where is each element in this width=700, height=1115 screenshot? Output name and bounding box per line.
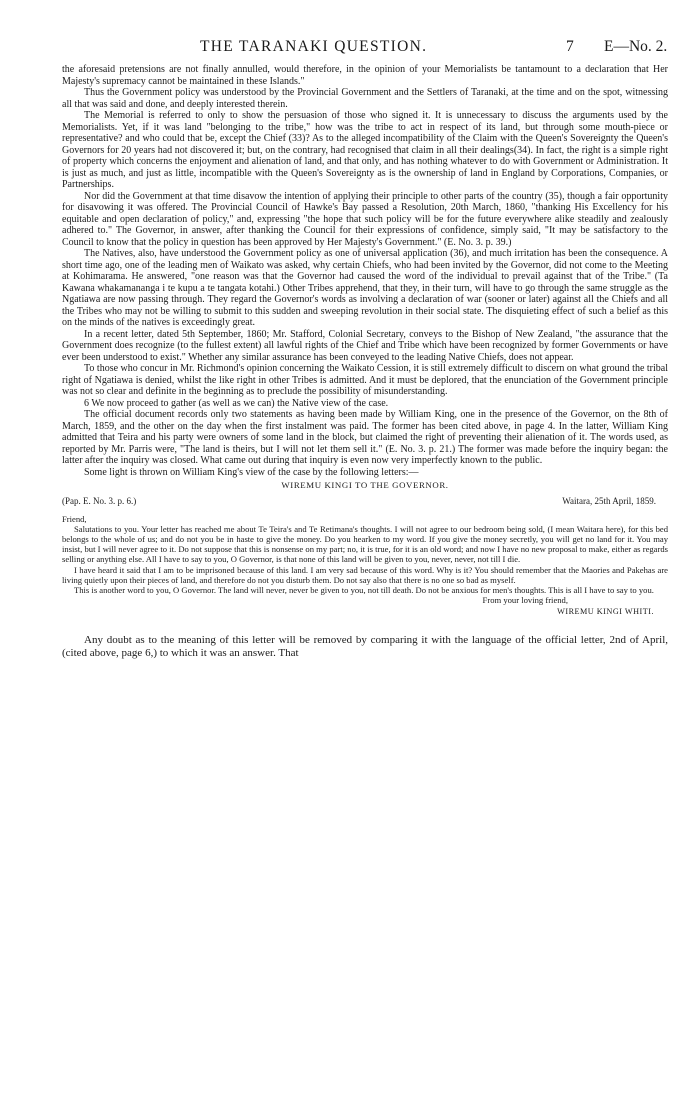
paragraph: The official document records only two statements as having been made by William King, one in the presence of the Governor, on the 8th of March, 1859, and the other on the day when the first instalment was paid. The former has been cited above, in page 4. In the latter, William King admitted that Teira and his party were owners of some land in the block, but claimed the right of preventing their alienation of it. The words used, as reported by Mr. Parris were, "The land is theirs, but I will not let them sell it." (E. No. 3. p. 21.) The former was made before the inquiry began: the latter after the inquiry was closed. What came out during that inquiry is even now very imperfectly known to the public. <box>62 409 668 466</box>
paragraph: Thus the Government policy was understood by the Provincial Government and the Settlers of Taranaki, at the time and on the spot, witnessing all that was said and done, and deeply interested therein. <box>62 87 668 110</box>
letter-salutation: Friend, <box>62 513 87 524</box>
paragraph: Some light is thrown on William King's view of the case by the following letters:— <box>84 466 419 478</box>
paragraph: the aforesaid pretensions are not finally annulled, would therefore, in the opinion of your Memorialists be tantamount to a declaration that Her Majesty's supremacy cannot be maintained in these Islands." <box>62 64 668 87</box>
page-header <box>0 24 700 60</box>
letter-paragraph: Salutations to you. Your letter has reached me about Te Teira's and Te Retimana's thoughts. I will not agree to our bedroom being sold, (I mean Waitara here), for this bed belongs to the whole of us; and do not you be in haste to give the money. Do you hearken to my word. If you give the money secretly, you will get no land for it. You may insist, but I will never agree to it. Do not suppose that this is nonsense on my part; no, it is true, for it is an old word; and now I have no new proposal to make, either as regards selling or anything else. All I have to say to you, O Governor, is that none of this land will be given to you, never, never, not till I die. <box>62 523 668 565</box>
page-number: 7 <box>566 38 574 55</box>
letter-date: Waitara, 25th April, 1859. <box>562 495 656 506</box>
paragraph: The Memorial is referred to only to show the persuasion of those who signed it. It is unnecessary to discuss the arguments used by the Memorialists. Yet, if it was land "belonging to the tribe," how was the tribe to act in respect of its land, but through some mouth-piece or representative? and who could that be, except the Chief (33)? As to the alleged incompatibility of the Claim with the Queen's Sovereignty the Queen's Governors for 20 years had not discovered it; but, on the contrary, had recognised that claim in all their dealings(34). In fact, the right is a simple right of property which concerns the enjoyment and alienation of land, and that only, and has nothing whatever to do with Government or Administration. It is just as much, and just as little, incompatible with the Queen's Sovereignty as is the ownership of land in England by Corporations, Companies, or Partnerships. <box>62 110 668 190</box>
letter-reference: (Pap. E. No. 3. p. 6.) <box>62 495 137 506</box>
page-title: THE TARANAKI QUESTION. <box>200 38 428 55</box>
letter-signature: WIREMU KINGI WHITI. <box>557 607 654 617</box>
paragraph: The Natives, also, have understood the Government policy as one of universal application (36), and much irritation has been the consequence. A short time ago, one of the leading men of Waikato was asked, why certain Chiefs, who had been invited by the Governor, did not come to the Meeting at Kohimarama. He answered, "one reason was that the Governor had caused the word of the individual to prevail against that of the Tribe." (Ta Kawana whakamananga i te kupu a te tangata kotahi.) Other Tribes apprehend, that they, in their turn, will have to go through the same struggle as the Ngatiawa are now passing through. They regard the Governor's words as involving a declaration of war (sooner or later) against all the Chiefs and all the Tribes who may not be willing to submit to this sudden and sweeping revolution in their social state. The disquieting effect of such a belief as this on the minds of the natives is exceedingly great. <box>62 248 668 328</box>
body-text <box>62 64 668 660</box>
letter-closing: From your loving friend, <box>482 595 568 606</box>
letter-paragraph: I have heard it said that I am to be imprisoned because of this land. I am very sad because of this word. Why is it? You should remember that the Maories and Pakehas are living quietly upon their pieces of land, and therefore do not you disturb them. Do not say also that there is no one so bad as myself. <box>62 564 668 585</box>
paragraph: 6 We now proceed to gather (as well as we can) the Native view of the case. <box>84 397 389 409</box>
paragraph: In a recent letter, dated 5th September, 1860; Mr. Stafford, Colonial Secretary, conveys to the Bishop of New Zealand, "the assurance that the Government does recognize (to the fullest extent) all lawful rights of the Chief and Tribe which have been recognized by former Governments or have ever been understood to exist." Whether any similar assurance has been conveyed to the leading Native Chiefs, does not appear. <box>62 328 668 363</box>
paragraph: To those who concur in Mr. Richmond's opinion concerning the Waikato Cession, it is still extremely difficult to discern on what ground the tribal right of Ngatiawa is denied, whilst the like right in other Tribes is admitted. And it must be deplored, that the enunciation of the Government principle was not so clear and definite in the beginning as to preclude the possibility of misunderstanding. <box>62 363 668 397</box>
paragraph: Any doubt as to the meaning of this letter will be removed by comparing it with the language of the official letter, 2nd of April, (cited above, page 6,) to which it was an answer. That <box>62 633 668 659</box>
letter-paragraph: This is another word to you, O Governor. The land will never, never be given to you, not till death. Do not be anxious for men's thoughts. This is all I have to say to you. <box>74 584 654 595</box>
letter <box>62 514 668 618</box>
letter-title: WIREMU KINGI TO THE GOVERNOR. <box>281 480 449 490</box>
document-reference: E—No. 2. <box>604 38 668 55</box>
letter-meta <box>62 492 668 514</box>
paragraph: Nor did the Government at that time disavow the intention of applying their principle to other parts of the country (35), though a fair opportunity for disavowing it was offered. The Provincial Council of Hawke's Bay passed a Resolution, 20th March, 1860, "thanking His Excellency for his equitable and open declaration of policy," and, expressing "the hope that such policy will be for the future everywhere alike steadily and zealously adhered to." The Governor, in answer, after thanking the Council for their expressions of confidence, simply said, "It may be satisfactory to the Council to know that the policy in question has been approved by Her Majesty's Government." (E. No. 3. p. 39.) <box>62 190 668 248</box>
